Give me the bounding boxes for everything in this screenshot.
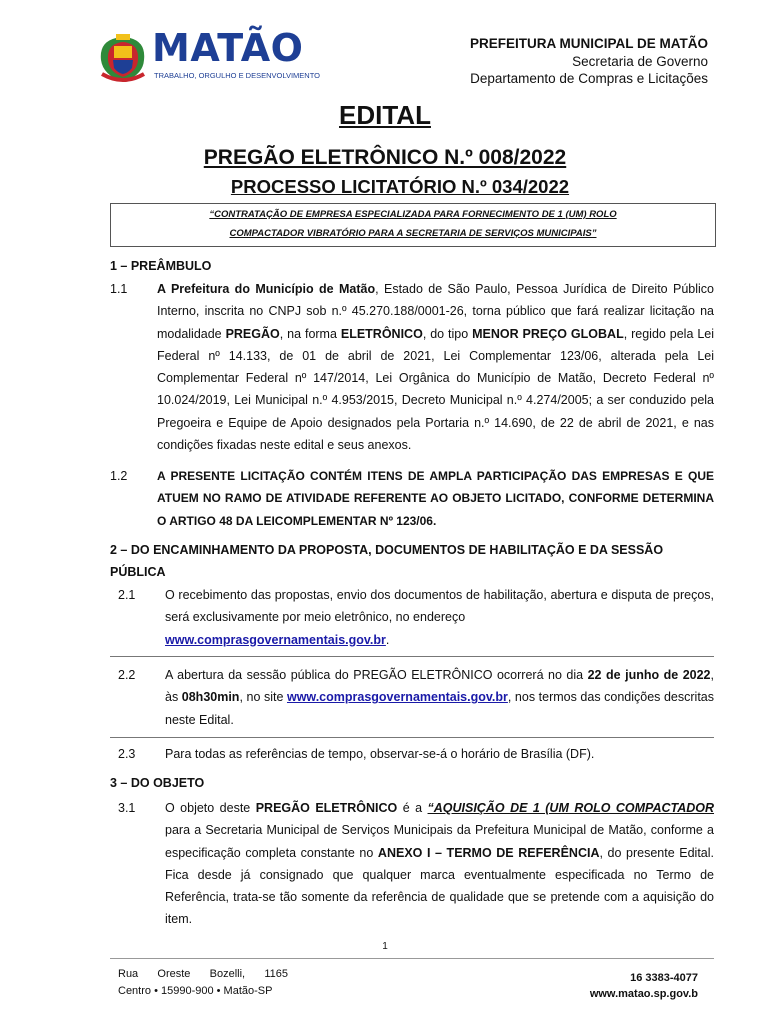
text: , do tipo <box>422 326 473 341</box>
item-number: 2.3 <box>118 747 136 761</box>
object-line-1: “CONTRATAÇÃO DE EMPRESA ESPECIALIZADA PARA FORNECIMENTO DE 1 (UM) ROLO <box>209 209 617 220</box>
text: , no site <box>239 690 287 705</box>
section-2-heading-cont: PÚBLICA <box>110 565 166 579</box>
section-1-heading: 1 – PREÂMBULO <box>110 259 212 273</box>
bold-text: 08h30min <box>181 690 240 705</box>
pregao-title: PREGÃO ELETRÔNICO N.º 008/2022 <box>203 146 567 169</box>
paragraph-2-2 <box>165 664 714 731</box>
text: , Estado de São Paulo, Pessoa Jurídica de Direito Público Interno, inscrita no CNPJ sob n.º 45.270.188/0001-26, torna público que fará realizar licitação na modalidade <box>157 282 714 341</box>
bold-text: A Prefeitura do Município de Matão <box>157 282 376 296</box>
bold-text: PREGÃO <box>225 326 280 341</box>
bold-text: ELETRÔNICO <box>340 326 423 341</box>
header-departamento: Departamento de Compras e Licitações <box>470 71 708 86</box>
item-number: 2.1 <box>118 588 136 602</box>
text: , às <box>165 668 714 705</box>
bold-text: ANEXO I – TERMO DE REFERÊNCIA <box>377 845 600 860</box>
item-number: 1.2 <box>110 469 128 483</box>
object-line-2: COMPACTADOR VIBRATÓRIO PARA A SECRETARIA DE SERVIÇOS MUNICIPAIS” <box>229 228 597 239</box>
bold-underlined-text: “AQUISIÇÃO DE 1 (UM ROLO COMPACTADOR <box>427 801 715 815</box>
page-number: 1 <box>382 941 388 952</box>
footer-phone: 16 3383-4077 <box>630 972 698 984</box>
logo-wordmark: MATÃO <box>152 26 304 70</box>
item-number: 2.2 <box>118 668 136 682</box>
text: , do presente Edital. Fica desde já consignado que qualquer marca eventualmente especificada no Termo de Referência, trata-se tão somente da referência de qualidade que se pretende com a aquisição do item. <box>165 845 715 927</box>
paragraph-1-1 <box>157 278 714 456</box>
bold-text: MENOR PREÇO GLOBAL <box>472 326 624 341</box>
footer-divider <box>110 958 714 959</box>
text: , regido pela Lei Federal nº 14.133, de 01 de abril de 2021, Lei Complementar 123/06, alterada pela Lei Complementar Federal nº 147/2014, Lei Orgânica do Município de Matão, Decreto Federal nº 10.024/2019, Lei Municipal n.º 4.953/2015, Decreto Municipal n.º 4.274/2005; a ser conduzido pela Pregoeira e Equipe de Apoio designados pela Portaria n.º 14.690, de 22 de abril de 2021, e nas condições fixadas neste edital e seus anexos. <box>157 326 715 453</box>
text: O objeto deste <box>165 801 256 815</box>
footer-address-2: Centro • 15990-900 • Matão-SP <box>118 985 273 997</box>
compras-link[interactable]: www.comprasgovernamentais.gov.br <box>165 632 386 647</box>
section-2-heading: 2 – DO ENCAMINHAMENTO DA PROPOSTA, DOCUMENTOS DE HABILITAÇÃO E DA SESSÃO <box>110 543 664 557</box>
text: , nos termos das condições descritas neste Edital. <box>165 690 715 727</box>
text: O recebimento das propostas, envio dos documentos de habilitação, abertura e disputa de preços, será exclusivamente por meio eletrônico, no endereço <box>165 588 714 625</box>
paragraph-1-2: A PRESENTE LICITAÇÃO CONTÉM ITENS DE AMPLA PARTICIPAÇÃO DAS EMPRESAS E QUE ATUEM NO RAMO DE ATIVIDADE REFERENTE AO OBJETO LICITADO, CONFORME DETERMINA O ARTIGO 48 DA LEICOMPLEMENTAR Nº 123/06. <box>157 469 714 528</box>
item-number: 3.1 <box>118 801 136 815</box>
paragraph-2-1: O recebimento das propostas, envio dos documentos de habilitação, abertura e disputa de preços, será exclusivamente por meio eletrônico, no endereço www.comprasgovernamentais.gov.br. <box>165 588 714 647</box>
bold-text: PREGÃO ELETRÔNICO <box>255 801 398 815</box>
object-box <box>110 203 716 247</box>
processo-title: PROCESSO LICITATÓRIO N.º 034/2022 <box>230 176 570 197</box>
paragraph-2-3: Para todas as referências de tempo, observar-se-á o horário de Brasília (DF). <box>165 747 595 761</box>
item-number: 1.1 <box>110 282 128 296</box>
header-org: PREFEITURA MUNICIPAL DE MATÃO <box>470 36 708 51</box>
municipal-logo <box>96 26 326 85</box>
text: é a <box>397 801 428 815</box>
paragraph-3-1 <box>165 797 714 931</box>
compras-link[interactable]: www.comprasgovernamentais.gov.br <box>286 690 508 705</box>
logo-tagline: TRABALHO, ORGULHO E DESENVOLVIMENTO <box>154 71 321 80</box>
header-secretaria: Secretaria de Governo <box>572 54 708 69</box>
bold-text: 22 de junho de 2022 <box>587 668 711 682</box>
text: para a Secretaria Municipal de Serviços Municipais da Prefeitura Municipal de Matão, conforme a especificação completa constante no <box>165 823 714 860</box>
text: A abertura da sessão pública do PREGÃO ELETRÔNICO ocorrerá no dia <box>165 668 588 682</box>
text: , na forma <box>279 326 341 341</box>
doc-title: EDITAL <box>339 100 431 130</box>
footer-site: www.matao.sp.gov.b <box>589 988 698 1000</box>
footer-address-1: Rua Oreste Bozelli, 1165 <box>118 968 288 980</box>
section-3-heading: 3 – DO OBJETO <box>110 776 205 790</box>
